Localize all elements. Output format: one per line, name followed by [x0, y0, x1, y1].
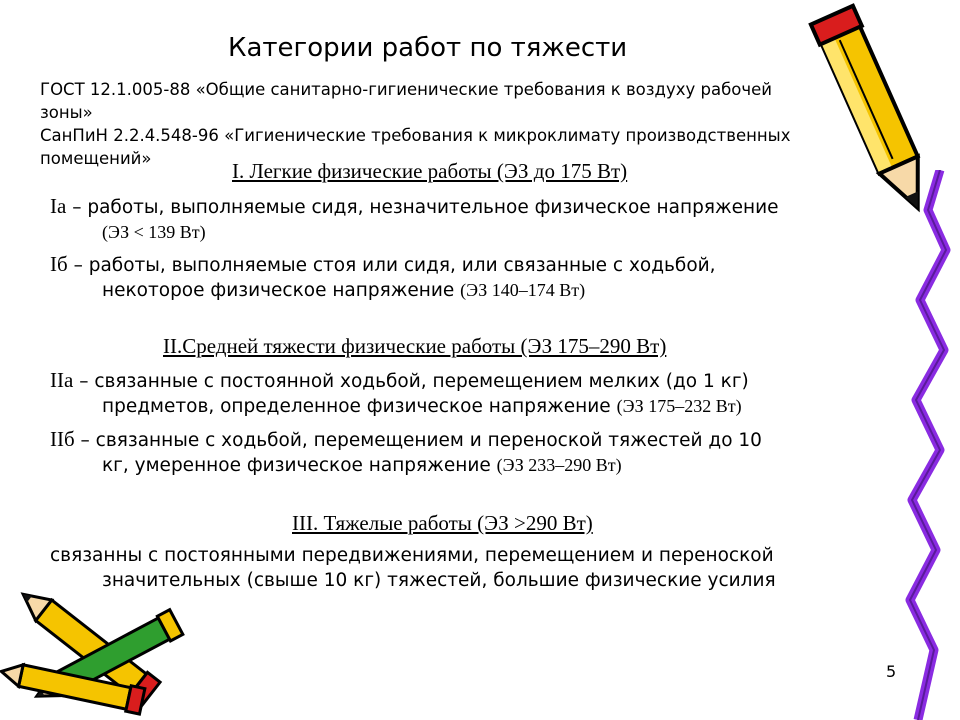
- energy-range: (ЭЗ 140–174 Вт): [460, 280, 586, 300]
- pencils-icon: [0, 575, 200, 720]
- list-item: [50, 368, 920, 419]
- list-item: [50, 252, 920, 303]
- heading-light-work: I. Легкие физические работы (ЭЗ до 175 Вт): [232, 159, 628, 183]
- reference-line: помещений»: [40, 149, 152, 168]
- heading-medium-work: II.Средней тяжести физические работы (ЭЗ 175–290 Вт): [163, 334, 667, 358]
- category-text: предметов, определенное физическое напряжение: [102, 396, 617, 417]
- category-code: IIа: [50, 368, 74, 392]
- category-text: – работы, выполняемые стоя или сидя, или связанные с ходьбой,: [67, 255, 716, 276]
- category-text: – работы, выполняемые сидя, незначительное физическое напряжение: [66, 197, 779, 218]
- category-code: Iб: [50, 252, 68, 276]
- page-number: 5: [886, 662, 897, 681]
- category-text: значительных (свыше 10 кг) тяжестей, большие физические усилия: [102, 570, 776, 591]
- category-text: – связанные с постоянной ходьбой, перемещением мелких (до 1 кг): [73, 371, 749, 392]
- category-text: некоторое физическое напряжение: [102, 280, 461, 301]
- energy-range: (ЭЗ 233–290 Вт): [496, 455, 622, 475]
- references: [40, 78, 920, 170]
- energy-range: (ЭЗ 175–232 Вт): [616, 396, 742, 416]
- reference-line: зоны»: [40, 103, 93, 122]
- slide-title: Категории работ по тяжести: [228, 33, 628, 63]
- list-item: [50, 543, 920, 593]
- category-code: Iа: [50, 194, 67, 218]
- list-item: [50, 427, 920, 478]
- energy-range: (ЭЗ < 139 Вт): [102, 222, 206, 242]
- category-code: IIб: [50, 427, 75, 451]
- list-item: [50, 194, 920, 245]
- category-text: связанны с постоянными передвижениями, перемещением и переноской: [50, 545, 774, 566]
- heading-heavy-work: III. Тяжелые работы (ЭЗ >290 Вт): [292, 511, 593, 535]
- category-text: кг, умеренное физическое напряжение: [102, 455, 497, 476]
- category-text: – связанные с ходьбой, перемещением и переноской тяжестей до 10: [74, 430, 762, 451]
- reference-line: СанПиН 2.2.4.548-96 «Гигиенические требования к микроклимату производственных: [40, 126, 791, 145]
- reference-line: ГОСТ 12.1.005-88 «Общие санитарно-гигиенические требования к воздуху рабочей: [40, 80, 772, 99]
